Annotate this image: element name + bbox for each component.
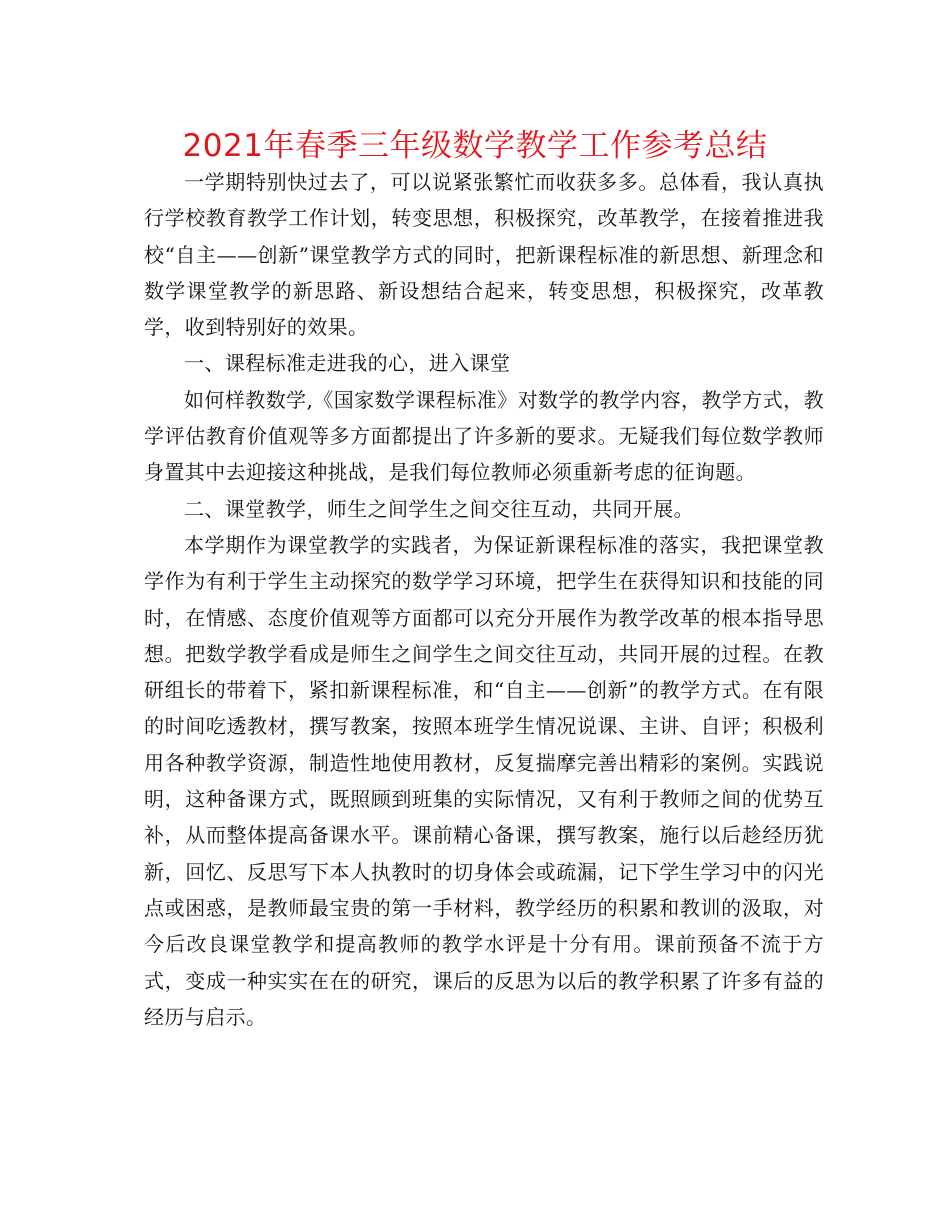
paragraph-section-2: 本学期作为课堂教学的实践者，为保证新课程标准的落实，我把课堂教学作为有利于学生主动探究的数学学习环境，把学生在获得知识和技能的同时，在情感、态度价值观等方面都可以充分开展作为教学改革的根本指导思想。把数学教学看成是师生之间学生之间交往互动，共同开展的过程。在教研组长的带着下，紧扣新课程标准，和“自主——创新”的教学方式。在有限的时间吃透教材，撰写教案，按照本班学生情况说课、主讲、自评；积极利用各种教学资源，制造性地使用教材，反复揣摩完善出精彩的案例。实践说明，这种备课方式，既照顾到班集的实际情况，又有利于教师之间的优势互补，从而整体提高备课水平。课前精心备课，撰写教案，施行以后趁经历犹新，回忆、反思写下本人执教时的切身体会或疏漏，记下学生学习中的闪光点或困惑，是教师最宝贵的第一手材料，教学经历的积累和教训的汲取，对今后改良课堂教学和提高教师的教学水评是十分有用。课前预备不流于方式，变成一种实实在在的研究，课后的反思为以后的教学积累了许多有益的经历与启示。 xyxy=(144,532,824,1029)
document-body xyxy=(144,164,824,1035)
paragraph-intro: 一学期特别快过去了，可以说紧张繁忙而收获多多。总体看，我认真执行学校教育教学工作计划，转变思想，积极探究，改革教学，在接着推进我校“自主——创新”课堂教学方式的同时，把新课程标准的新思想、新理念和数学课堂教学的新思路、新设想结合起来，转变思想，积极探究，改革教学，收到特别好的效果。 xyxy=(144,170,824,340)
paragraph-section-1: 如何样教数学,《国家数学课程标准》对数学的教学内容，教学方式，教学评估教育价值观等多方面都提出了许多新的要求。无疑我们每位数学教师身置其中去迎接这种挑战，是我们每位教师必须重新考虑的征询题。 xyxy=(144,387,824,485)
document-title: 2021年春季三年级数学教学工作参考总结 xyxy=(182,128,768,164)
section-heading-2: 二、课堂教学，师生之间学生之间交往互动，共同开展。 xyxy=(184,496,694,521)
section-heading-1: 一、课程标准走进我的心，进入课堂 xyxy=(184,351,511,376)
